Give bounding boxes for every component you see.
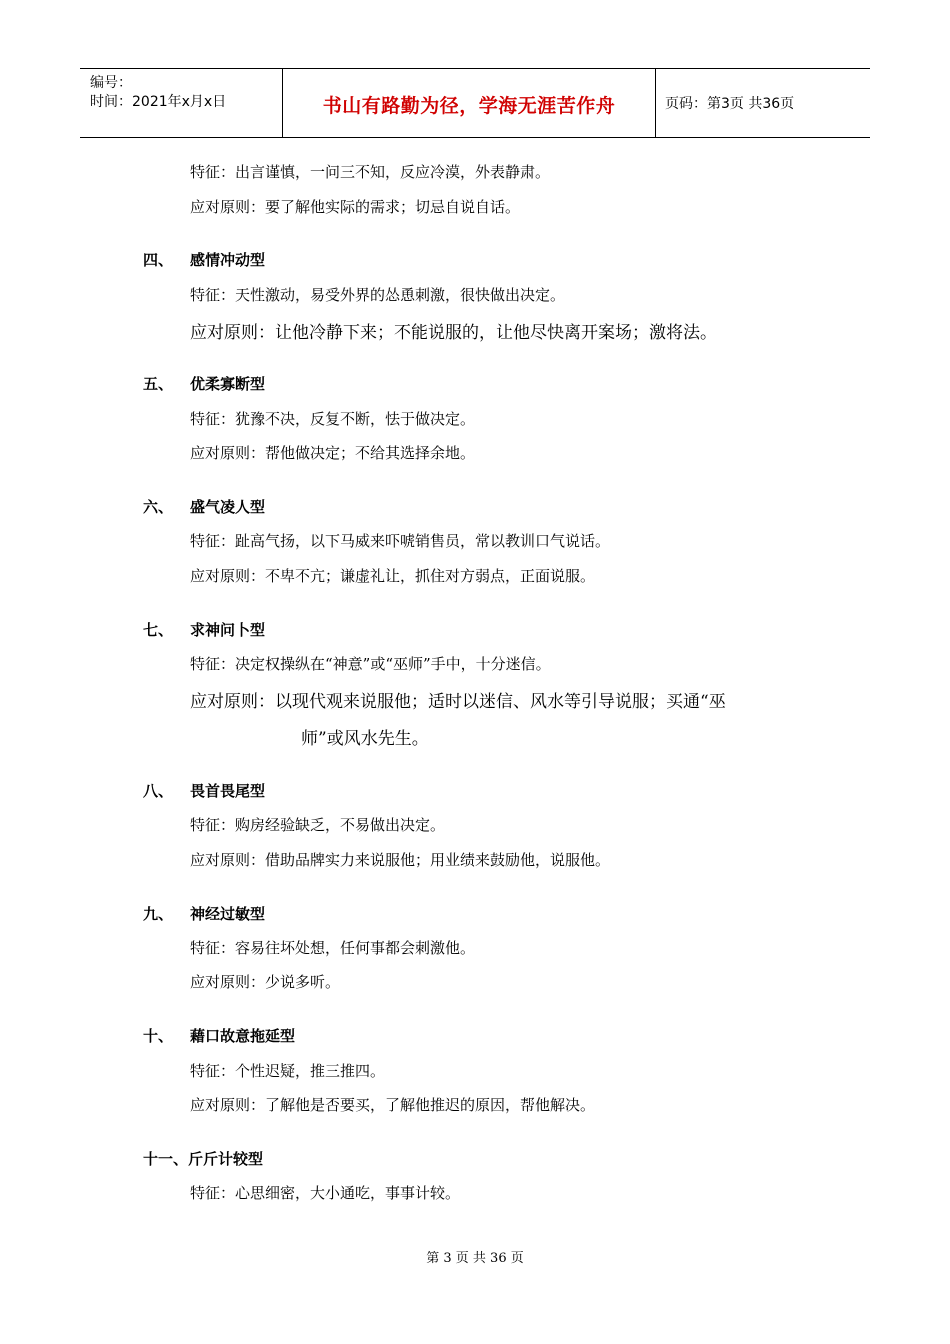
section-heading (143, 496, 265, 517)
section-feature: 特征：犹豫不决，反复不断，怯于做决定。 (190, 410, 476, 428)
section-feature: 特征：购房经验缺乏，不易做出决定。 (190, 816, 446, 834)
section-title: 盛气凌人型 (190, 498, 266, 516)
section-number: 八、 (143, 782, 174, 800)
section-feature: 特征：容易往坏处想，任何事都会刺激他。 (190, 939, 476, 957)
section-title: 藉口故意拖延型 (190, 1027, 296, 1045)
section-feature: 特征：天性激动，易受外界的怂恿刺激，很快做出决定。 (190, 286, 566, 304)
section-number: 十一、 (143, 1150, 189, 1168)
section-title: 求神问卜型 (190, 621, 266, 639)
intro-feature: 特征：出言谨慎，一问三不知，反应冷漠，外表静肃。 (190, 163, 551, 181)
section-heading (143, 1148, 263, 1169)
section-principle: 应对原则：以现代观来说服他；适时以迷信、风水等引导说服；买通“巫 (190, 692, 726, 712)
page-footer: 第 3 页 共 36 页 (426, 1251, 524, 1266)
section-number: 十、 (143, 1027, 174, 1045)
section-number: 五、 (143, 375, 174, 393)
section-principle: 应对原则：帮他做决定；不给其选择余地。 (190, 444, 476, 462)
section-heading (143, 249, 265, 270)
section-principle: 应对原则：了解他是否要买，了解他推迟的原因，帮他解决。 (190, 1096, 596, 1114)
section-principle: 应对原则：借助品牌实力来说服他；用业绩来鼓励他，说服他。 (190, 851, 611, 869)
section-number: 九、 (143, 905, 174, 923)
section-title: 畏首畏尾型 (190, 782, 266, 800)
section-title: 优柔寡断型 (190, 375, 266, 393)
section-heading (143, 903, 265, 924)
section-heading (143, 619, 265, 640)
section-heading (143, 1025, 295, 1046)
section-number: 七、 (143, 621, 174, 639)
section-number: 四、 (143, 251, 174, 269)
section-title: 感情冲动型 (190, 251, 266, 269)
section-principle-continued: 师”或风水先生。 (301, 729, 429, 749)
section-principle: 应对原则：不卑不亢；谦虚礼让，抓住对方弱点，正面说服。 (190, 567, 596, 585)
section-title: 神经过敏型 (190, 905, 266, 923)
section-number: 六、 (143, 498, 174, 516)
document-number: 编号： (90, 75, 132, 91)
section-title: 斤斤计较型 (188, 1150, 264, 1168)
section-principle: 应对原则：让他冷静下来；不能说服的，让他尽快离开案场；激将法。 (190, 323, 717, 343)
section-feature: 特征：个性迟疑，推三推四。 (190, 1062, 386, 1080)
intro-principle: 应对原则：要了解他实际的需求；切忌自说自话。 (190, 198, 521, 216)
header-motto: 书山有路勤为径，学海无涯苦作舟 (322, 95, 616, 117)
section-principle: 应对原则：少说多听。 (190, 973, 341, 991)
section-feature: 特征：心思细密，大小通吃，事事计较。 (190, 1184, 461, 1202)
document-date: 时间：2021年x月x日 (90, 94, 227, 110)
header-page-info: 页码：第3页 共36页 (665, 96, 795, 112)
section-heading (143, 780, 265, 801)
section-feature: 特征：决定权操纵在“神意”或“巫师”手中，十分迷信。 (190, 655, 551, 673)
section-feature: 特征：趾高气扬，以下马威来吓唬销售员，常以教训口气说话。 (190, 532, 611, 550)
section-heading (143, 373, 265, 394)
